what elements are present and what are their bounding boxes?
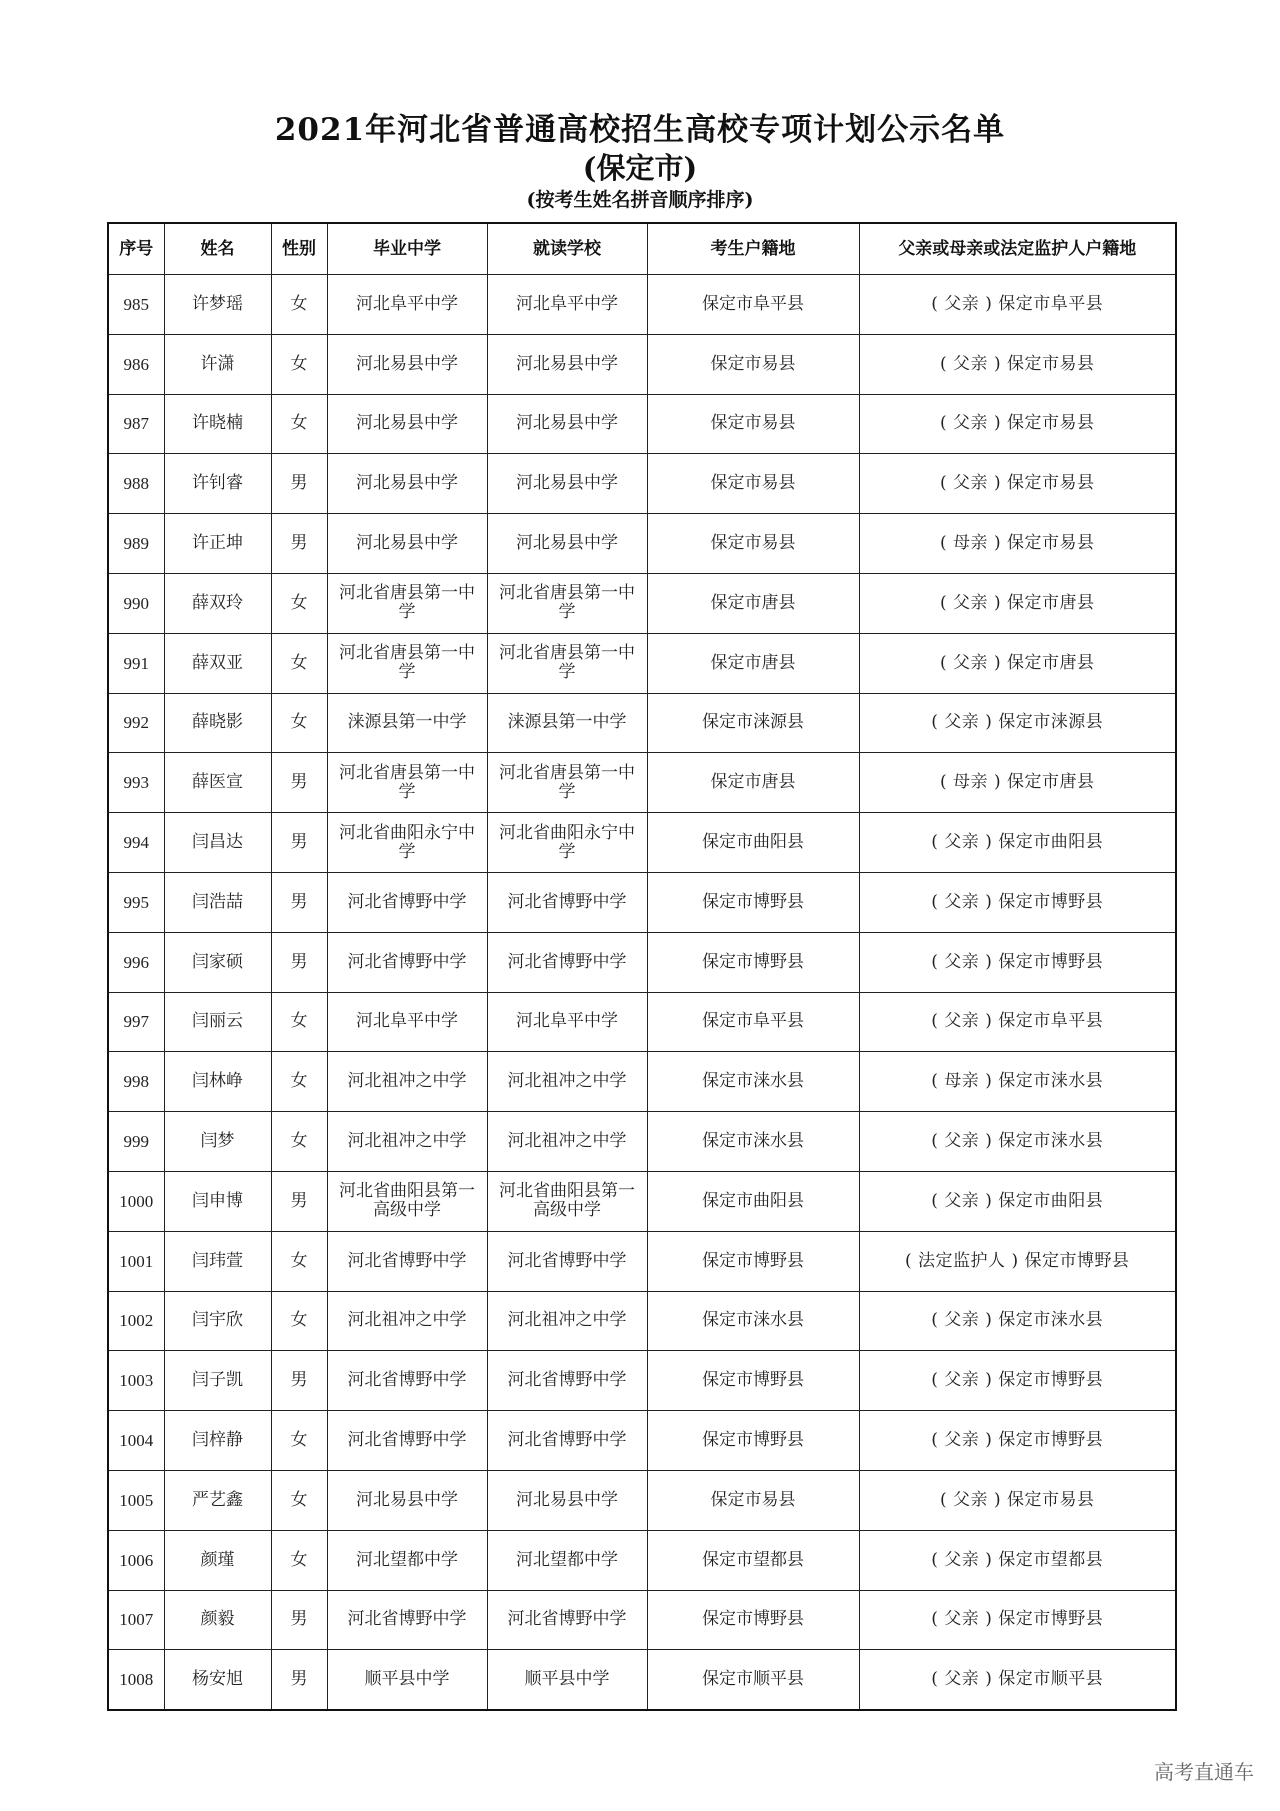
cell-gender: 男	[271, 872, 327, 932]
cell-name: 闫昌达	[164, 813, 271, 873]
cell-grad-school: 顺平县中学	[327, 1650, 487, 1710]
cell-no: 994	[108, 813, 164, 873]
cell-hukou: 保定市阜平县	[647, 992, 859, 1052]
cell-study-school: 河北省博野中学	[487, 932, 647, 992]
cell-no: 1003	[108, 1351, 164, 1411]
cell-gender: 男	[271, 1590, 327, 1650]
cell-study-school: 河北省博野中学	[487, 872, 647, 932]
cell-name: 闫玮萱	[164, 1231, 271, 1291]
cell-no: 985	[108, 275, 164, 335]
table-row	[108, 872, 1176, 932]
col-header-study-school: 就读学校	[487, 223, 647, 275]
cell-no: 991	[108, 633, 164, 693]
cell-grad-school: 河北省唐县第一中学	[327, 633, 487, 693]
cell-parent-hukou: ( 父亲 ) 保定市曲阳县	[859, 813, 1176, 873]
cell-name: 薛晓影	[164, 693, 271, 753]
cell-hukou: 保定市涞水县	[647, 1112, 859, 1172]
table-row	[108, 1411, 1176, 1471]
cell-name: 许正坤	[164, 514, 271, 574]
cell-gender: 男	[271, 514, 327, 574]
cell-study-school: 涞源县第一中学	[487, 693, 647, 753]
cell-hukou: 保定市博野县	[647, 1411, 859, 1471]
cell-hukou: 保定市博野县	[647, 932, 859, 992]
cell-no: 993	[108, 753, 164, 813]
cell-grad-school: 河北省博野中学	[327, 1351, 487, 1411]
table-row	[108, 932, 1176, 992]
cell-parent-hukou: ( 父亲 ) 保定市博野县	[859, 1411, 1176, 1471]
cell-grad-school: 河北祖冲之中学	[327, 1112, 487, 1172]
cell-parent-hukou: ( 法定监护人 ) 保定市博野县	[859, 1231, 1176, 1291]
cell-no: 1006	[108, 1530, 164, 1590]
cell-study-school: 河北省唐县第一中学	[487, 573, 647, 633]
table-row	[108, 454, 1176, 514]
cell-parent-hukou: ( 父亲 ) 保定市易县	[859, 454, 1176, 514]
cell-study-school: 河北易县中学	[487, 334, 647, 394]
cell-parent-hukou: ( 父亲 ) 保定市博野县	[859, 872, 1176, 932]
cell-name: 薛双玲	[164, 573, 271, 633]
cell-grad-school: 河北省博野中学	[327, 872, 487, 932]
cell-parent-hukou: ( 父亲 ) 保定市涞水县	[859, 1291, 1176, 1351]
cell-grad-school: 河北省唐县第一中学	[327, 753, 487, 813]
cell-hukou: 保定市易县	[647, 394, 859, 454]
cell-grad-school: 河北省博野中学	[327, 1590, 487, 1650]
cell-gender: 女	[271, 1052, 327, 1112]
table-row	[108, 334, 1176, 394]
cell-gender: 女	[271, 275, 327, 335]
cell-gender: 男	[271, 1650, 327, 1710]
cell-hukou: 保定市唐县	[647, 633, 859, 693]
cell-grad-school: 河北易县中学	[327, 454, 487, 514]
cell-study-school: 河北祖冲之中学	[487, 1112, 647, 1172]
cell-hukou: 保定市博野县	[647, 1590, 859, 1650]
cell-study-school: 河北省唐县第一中学	[487, 633, 647, 693]
table-row	[108, 693, 1176, 753]
cell-no: 992	[108, 693, 164, 753]
cell-no: 996	[108, 932, 164, 992]
cell-study-school: 河北祖冲之中学	[487, 1052, 647, 1112]
cell-name: 许钊睿	[164, 454, 271, 514]
cell-study-school: 顺平县中学	[487, 1650, 647, 1710]
cell-parent-hukou: ( 父亲 ) 保定市唐县	[859, 633, 1176, 693]
cell-parent-hukou: ( 父亲 ) 保定市阜平县	[859, 275, 1176, 335]
cell-no: 989	[108, 514, 164, 574]
cell-parent-hukou: ( 父亲 ) 保定市顺平县	[859, 1650, 1176, 1710]
cell-study-school: 河北省博野中学	[487, 1351, 647, 1411]
cell-parent-hukou: ( 母亲 ) 保定市易县	[859, 514, 1176, 574]
cell-hukou: 保定市博野县	[647, 872, 859, 932]
cell-no: 995	[108, 872, 164, 932]
cell-hukou: 保定市阜平县	[647, 275, 859, 335]
document-title: 2021年河北省普通高校招生高校专项计划公示名单	[274, 112, 1006, 148]
cell-study-school: 河北望都中学	[487, 1530, 647, 1590]
cell-name: 闫梦	[164, 1112, 271, 1172]
cell-grad-school: 涞源县第一中学	[327, 693, 487, 753]
cell-parent-hukou: ( 父亲 ) 保定市涞源县	[859, 693, 1176, 753]
cell-no: 999	[108, 1112, 164, 1172]
cell-name: 杨安旭	[164, 1650, 271, 1710]
cell-gender: 女	[271, 1470, 327, 1530]
cell-grad-school: 河北易县中学	[327, 1470, 487, 1530]
cell-hukou: 保定市博野县	[647, 1231, 859, 1291]
cell-parent-hukou: ( 父亲 ) 保定市阜平县	[859, 992, 1176, 1052]
cell-grad-school: 河北省曲阳永宁中学	[327, 813, 487, 873]
cell-name: 闫林峥	[164, 1052, 271, 1112]
table-row	[108, 573, 1176, 633]
table-row	[108, 813, 1176, 873]
cell-name: 闫丽云	[164, 992, 271, 1052]
cell-gender: 女	[271, 573, 327, 633]
table-row	[108, 1171, 1176, 1231]
table-header-row	[108, 223, 1176, 275]
cell-hukou: 保定市唐县	[647, 753, 859, 813]
table-row	[108, 1530, 1176, 1590]
table-row	[108, 753, 1176, 813]
cell-name: 颜毅	[164, 1590, 271, 1650]
cell-gender: 男	[271, 1351, 327, 1411]
col-header-parent-hukou: 父亲或母亲或法定监护人户籍地	[859, 223, 1176, 275]
table-row	[108, 394, 1176, 454]
cell-grad-school: 河北易县中学	[327, 514, 487, 574]
cell-gender: 男	[271, 932, 327, 992]
cell-gender: 女	[271, 1112, 327, 1172]
cell-name: 许晓楠	[164, 394, 271, 454]
cell-gender: 男	[271, 454, 327, 514]
cell-gender: 女	[271, 992, 327, 1052]
cell-study-school: 河北省曲阳永宁中学	[487, 813, 647, 873]
cell-gender: 女	[271, 334, 327, 394]
cell-parent-hukou: ( 父亲 ) 保定市涞水县	[859, 1112, 1176, 1172]
cell-no: 1004	[108, 1411, 164, 1471]
cell-grad-school: 河北省博野中学	[327, 1411, 487, 1471]
cell-study-school: 河北阜平中学	[487, 992, 647, 1052]
cell-no: 1008	[108, 1650, 164, 1710]
cell-hukou: 保定市顺平县	[647, 1650, 859, 1710]
cell-no: 997	[108, 992, 164, 1052]
cell-hukou: 保定市易县	[647, 454, 859, 514]
cell-grad-school: 河北省博野中学	[327, 932, 487, 992]
cell-no: 1000	[108, 1171, 164, 1231]
col-header-gender: 性别	[271, 223, 327, 275]
cell-parent-hukou: ( 父亲 ) 保定市曲阳县	[859, 1171, 1176, 1231]
cell-no: 990	[108, 573, 164, 633]
cell-grad-school: 河北易县中学	[327, 334, 487, 394]
cell-hukou: 保定市易县	[647, 1470, 859, 1530]
table-row	[108, 992, 1176, 1052]
table-row	[108, 633, 1176, 693]
cell-no: 988	[108, 454, 164, 514]
roster-table	[107, 222, 1177, 1711]
table-row	[108, 1231, 1176, 1291]
cell-hukou: 保定市望都县	[647, 1530, 859, 1590]
table-row	[108, 1650, 1176, 1710]
col-header-name: 姓名	[164, 223, 271, 275]
cell-parent-hukou: ( 父亲 ) 保定市易县	[859, 334, 1176, 394]
cell-hukou: 保定市涞水县	[647, 1052, 859, 1112]
cell-parent-hukou: ( 父亲 ) 保定市望都县	[859, 1530, 1176, 1590]
cell-parent-hukou: ( 父亲 ) 保定市易县	[859, 394, 1176, 454]
cell-name: 严艺鑫	[164, 1470, 271, 1530]
cell-name: 许潇	[164, 334, 271, 394]
cell-hukou: 保定市曲阳县	[647, 1171, 859, 1231]
cell-grad-school: 河北阜平中学	[327, 992, 487, 1052]
cell-parent-hukou: ( 父亲 ) 保定市博野县	[859, 1351, 1176, 1411]
cell-no: 986	[108, 334, 164, 394]
cell-no: 1001	[108, 1231, 164, 1291]
cell-name: 薛双亚	[164, 633, 271, 693]
cell-name: 闫申博	[164, 1171, 271, 1231]
cell-hukou: 保定市唐县	[647, 573, 859, 633]
cell-gender: 女	[271, 633, 327, 693]
cell-name: 薛医宣	[164, 753, 271, 813]
sort-note: (按考生姓名拼音顺序排序)	[526, 189, 754, 211]
cell-name: 许梦瑶	[164, 275, 271, 335]
cell-gender: 男	[271, 813, 327, 873]
cell-study-school: 河北省博野中学	[487, 1590, 647, 1650]
cell-study-school: 河北易县中学	[487, 1470, 647, 1530]
cell-parent-hukou: ( 父亲 ) 保定市博野县	[859, 1590, 1176, 1650]
watermark-text: 高考直通车	[1154, 1760, 1254, 1784]
table-row	[108, 514, 1176, 574]
cell-grad-school: 河北望都中学	[327, 1530, 487, 1590]
cell-study-school: 河北省博野中学	[487, 1231, 647, 1291]
col-header-no: 序号	[108, 223, 164, 275]
cell-grad-school: 河北省曲阳县第一高级中学	[327, 1171, 487, 1231]
cell-gender: 女	[271, 394, 327, 454]
cell-gender: 女	[271, 693, 327, 753]
cell-study-school: 河北省博野中学	[487, 1411, 647, 1471]
cell-grad-school: 河北祖冲之中学	[327, 1052, 487, 1112]
cell-grad-school: 河北阜平中学	[327, 275, 487, 335]
table-row	[108, 275, 1176, 335]
cell-gender: 男	[271, 753, 327, 813]
cell-parent-hukou: ( 父亲 ) 保定市易县	[859, 1470, 1176, 1530]
table-row	[108, 1351, 1176, 1411]
cell-parent-hukou: ( 父亲 ) 保定市博野县	[859, 932, 1176, 992]
cell-study-school: 河北易县中学	[487, 454, 647, 514]
cell-parent-hukou: ( 父亲 ) 保定市唐县	[859, 573, 1176, 633]
cell-no: 1005	[108, 1470, 164, 1530]
cell-hukou: 保定市涞源县	[647, 693, 859, 753]
cell-grad-school: 河北省唐县第一中学	[327, 573, 487, 633]
cell-grad-school: 河北省博野中学	[327, 1231, 487, 1291]
cell-gender: 女	[271, 1411, 327, 1471]
table-row	[108, 1052, 1176, 1112]
table-row	[108, 1112, 1176, 1172]
table-row	[108, 1291, 1176, 1351]
cell-no: 987	[108, 394, 164, 454]
cell-name: 闫子凯	[164, 1351, 271, 1411]
cell-no: 1002	[108, 1291, 164, 1351]
cell-name: 闫宇欣	[164, 1291, 271, 1351]
cell-name: 颜瑾	[164, 1530, 271, 1590]
cell-study-school: 河北易县中学	[487, 394, 647, 454]
cell-study-school: 河北阜平中学	[487, 275, 647, 335]
cell-no: 1007	[108, 1590, 164, 1650]
cell-gender: 男	[271, 1171, 327, 1231]
cell-study-school: 河北易县中学	[487, 514, 647, 574]
cell-hukou: 保定市曲阳县	[647, 813, 859, 873]
cell-hukou: 保定市易县	[647, 514, 859, 574]
document-subtitle: (保定市)	[582, 151, 698, 185]
col-header-hukou: 考生户籍地	[647, 223, 859, 275]
cell-hukou: 保定市博野县	[647, 1351, 859, 1411]
cell-hukou: 保定市易县	[647, 334, 859, 394]
cell-parent-hukou: ( 母亲 ) 保定市唐县	[859, 753, 1176, 813]
cell-study-school: 河北祖冲之中学	[487, 1291, 647, 1351]
cell-parent-hukou: ( 母亲 ) 保定市涞水县	[859, 1052, 1176, 1112]
cell-name: 闫浩喆	[164, 872, 271, 932]
table-row	[108, 1470, 1176, 1530]
cell-grad-school: 河北易县中学	[327, 394, 487, 454]
cell-gender: 女	[271, 1291, 327, 1351]
cell-study-school: 河北省曲阳县第一高级中学	[487, 1171, 647, 1231]
cell-grad-school: 河北祖冲之中学	[327, 1291, 487, 1351]
cell-gender: 女	[271, 1530, 327, 1590]
cell-name: 闫家硕	[164, 932, 271, 992]
cell-name: 闫梓静	[164, 1411, 271, 1471]
col-header-grad-school: 毕业中学	[327, 223, 487, 275]
cell-gender: 女	[271, 1231, 327, 1291]
cell-hukou: 保定市涞水县	[647, 1291, 859, 1351]
table-row	[108, 1590, 1176, 1650]
cell-study-school: 河北省唐县第一中学	[487, 753, 647, 813]
cell-no: 998	[108, 1052, 164, 1112]
